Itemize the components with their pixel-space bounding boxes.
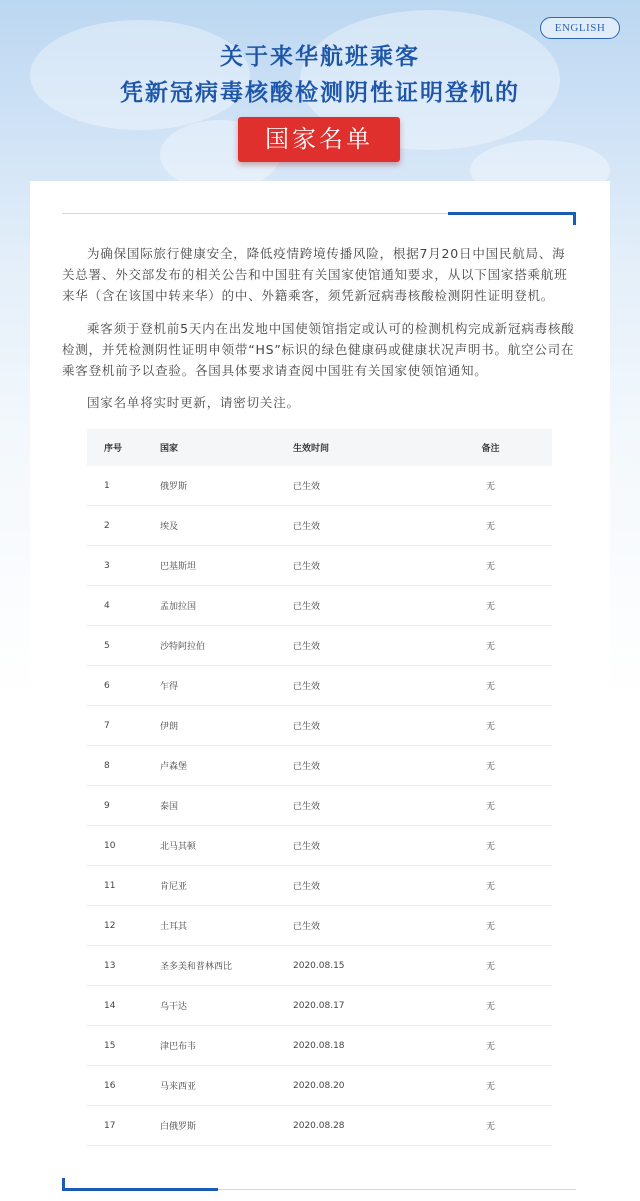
- table-row: [87, 866, 552, 906]
- row-country: 埃及: [160, 522, 179, 532]
- update-notice: 国家名单将实时更新，请密切关注。: [87, 395, 300, 410]
- table-row: [87, 1066, 552, 1106]
- table-row: [87, 666, 552, 706]
- row-remark: 无: [485, 1122, 495, 1132]
- row-effective-date: 已生效: [293, 882, 321, 892]
- row-effective-date: 已生效: [293, 562, 321, 572]
- row-country: 乌干达: [160, 1002, 188, 1012]
- row-country: 泰国: [160, 802, 179, 812]
- row-no: 14: [104, 1000, 116, 1011]
- table-row: [87, 906, 552, 946]
- row-remark: 无: [485, 842, 495, 852]
- row-no: 12: [104, 920, 116, 931]
- table-row: [87, 586, 552, 626]
- table-row: [87, 626, 552, 666]
- table-row: [87, 1106, 552, 1146]
- row-no: 2: [104, 520, 110, 531]
- table-row: [87, 786, 552, 826]
- row-country: 肯尼亚: [160, 882, 188, 892]
- table-row: [87, 1026, 552, 1066]
- row-remark: 无: [485, 802, 495, 812]
- row-country: 卢森堡: [160, 762, 188, 772]
- row-remark: 无: [485, 762, 495, 772]
- row-no: 8: [104, 760, 110, 771]
- row-no: 11: [104, 880, 116, 891]
- row-country: 土耳其: [160, 922, 188, 932]
- table-header: [87, 429, 552, 466]
- row-effective-date: 已生效: [293, 482, 321, 492]
- row-effective-date: 已生效: [293, 762, 321, 772]
- page-title-line-1: 关于来华航班乘客: [220, 43, 420, 70]
- row-effective-date: 已生效: [293, 842, 321, 852]
- table-row: [87, 946, 552, 986]
- row-no: 4: [104, 600, 110, 611]
- page-title-line-2: 凭新冠病毒核酸检测阴性证明登机的: [120, 79, 520, 106]
- row-effective-date: 2020.08.20: [293, 1080, 345, 1091]
- row-no: 13: [104, 960, 116, 971]
- row-no: 10: [104, 840, 116, 851]
- row-remark: 无: [485, 1082, 495, 1092]
- row-country: 圣多美和普林西比: [160, 962, 233, 972]
- row-no: 15: [104, 1040, 116, 1051]
- country-list-banner: 国家名单: [238, 117, 400, 162]
- table-row: [87, 826, 552, 866]
- row-country: 俄罗斯: [160, 482, 188, 492]
- table-row: [87, 986, 552, 1026]
- row-effective-date: 已生效: [293, 522, 321, 532]
- table-body: [87, 466, 552, 1146]
- table-row: [87, 706, 552, 746]
- row-no: 16: [104, 1080, 116, 1091]
- bottom-divider-decoration: [62, 1178, 576, 1193]
- row-remark: 无: [485, 682, 495, 692]
- table-row: [87, 746, 552, 786]
- table-row: [87, 506, 552, 546]
- header-remark: 备注: [481, 444, 500, 454]
- row-remark: 无: [485, 1002, 495, 1012]
- row-no: 3: [104, 560, 110, 571]
- row-remark: 无: [485, 722, 495, 732]
- row-no: 9: [104, 800, 110, 811]
- row-no: 17: [104, 1120, 116, 1131]
- table-row: [87, 546, 552, 586]
- row-country: 巴基斯坦: [160, 562, 197, 572]
- country-list-table: [87, 429, 552, 1146]
- header-country: 国家: [160, 444, 179, 454]
- row-remark: 无: [485, 642, 495, 652]
- row-effective-date: 已生效: [293, 642, 321, 652]
- row-no: 1: [104, 480, 110, 491]
- row-effective-date: 已生效: [293, 802, 321, 812]
- row-remark: 无: [485, 562, 495, 572]
- row-remark: 无: [485, 922, 495, 932]
- header-no: 序号: [104, 444, 123, 454]
- row-no: 5: [104, 640, 110, 651]
- row-effective-date: 2020.08.17: [293, 1000, 345, 1011]
- row-country: 孟加拉国: [160, 602, 197, 612]
- row-effective-date: 2020.08.28: [293, 1120, 345, 1131]
- row-effective-date: 已生效: [293, 722, 321, 732]
- row-country: 沙特阿拉伯: [160, 642, 206, 652]
- intro-paragraph: 为确保国际旅行健康安全，降低疫情跨境传播风险，根据7月20日中国民航局、海关总署、外交部发布的相关公告和中国驻有关国家使馆通知要求，从以下国家搭乘航班来华（含在该国中转来华）的中、外籍乘客，须凭新冠病毒核酸检测阴性证明登机。: [62, 246, 568, 303]
- row-country: 白俄罗斯: [160, 1122, 197, 1132]
- row-remark: 无: [485, 482, 495, 492]
- row-country: 津巴布韦: [160, 1042, 197, 1052]
- top-divider-decoration: [62, 212, 576, 227]
- row-remark: 无: [485, 1042, 495, 1052]
- english-language-button[interactable]: ENGLISH: [540, 17, 620, 39]
- row-country: 北马其顿: [160, 842, 197, 852]
- row-effective-date: 已生效: [293, 922, 321, 932]
- row-effective-date: 2020.08.15: [293, 960, 345, 971]
- row-country: 乍得: [160, 682, 179, 692]
- row-no: 7: [104, 720, 110, 731]
- row-remark: 无: [485, 602, 495, 612]
- row-effective-date: 已生效: [293, 602, 321, 612]
- table-row: [87, 466, 552, 506]
- row-no: 6: [104, 680, 110, 691]
- row-country: 伊朗: [160, 722, 179, 732]
- row-country: 马来西亚: [160, 1082, 197, 1092]
- header-effective-date: 生效时间: [293, 444, 330, 454]
- row-remark: 无: [485, 882, 495, 892]
- row-remark: 无: [485, 522, 495, 532]
- row-effective-date: 2020.08.18: [293, 1040, 345, 1051]
- row-remark: 无: [485, 962, 495, 972]
- row-effective-date: 已生效: [293, 682, 321, 692]
- requirement-paragraph: 乘客须于登机前5天内在出发地中国使领馆指定或认可的检测机构完成新冠病毒核酸检测，并凭检测阴性证明申领带“HS”标识的绿色健康码或健康状况声明书。航空公司在乘客登机前予以查验。各国具体要求请查阅中国驻有关国家使领馆通知。: [62, 321, 575, 378]
